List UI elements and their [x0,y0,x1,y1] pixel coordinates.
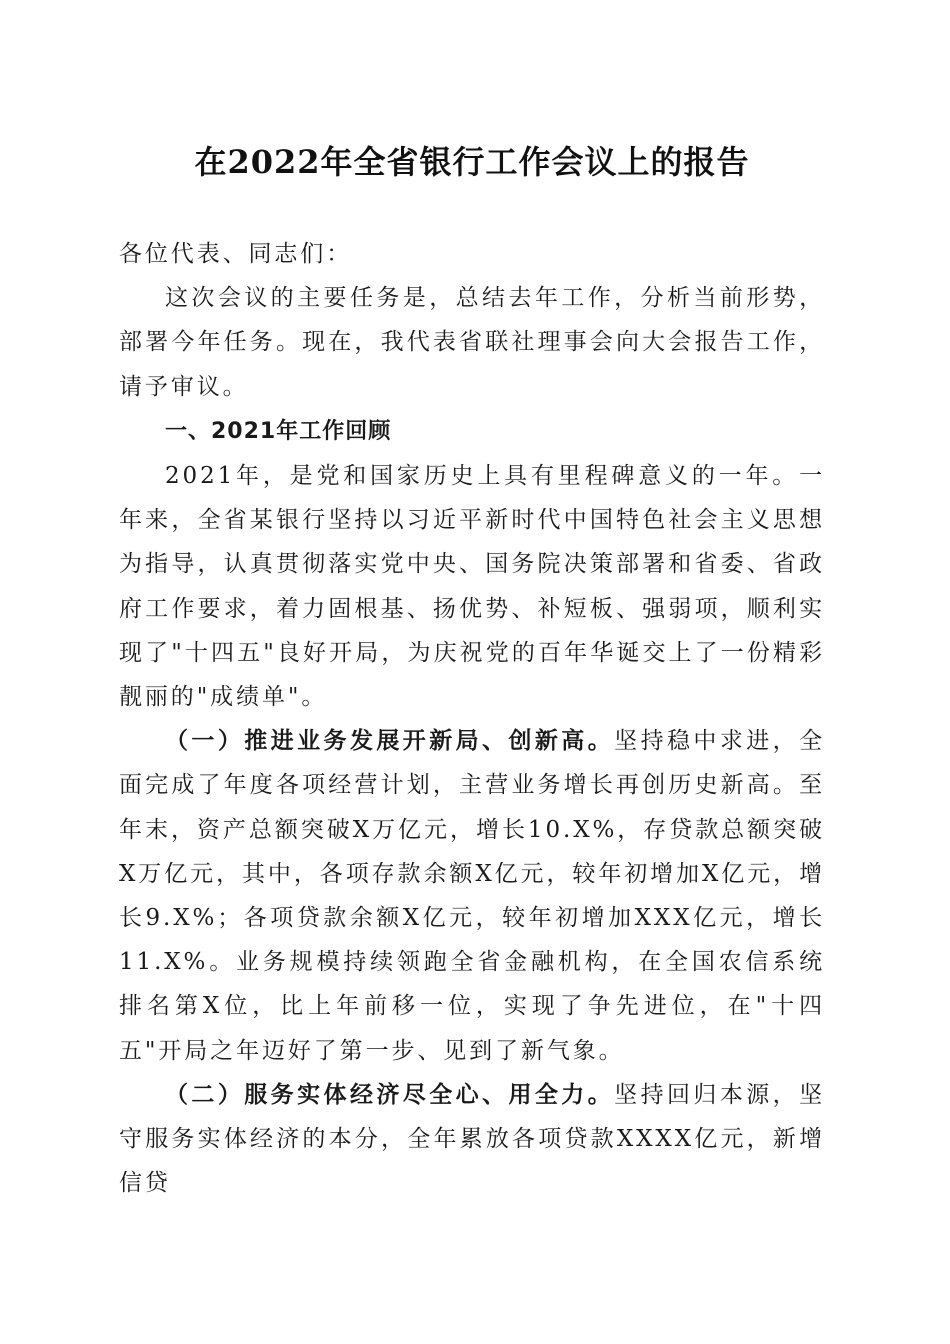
item2-text: 坚持回归本源，坚守服务实体经济的本分，全年累放各项贷款XXXX亿元，新增信贷 [119,1081,825,1197]
section-heading-paragraph [119,409,825,454]
review-paragraph: 2021年，是党和国家历史上具有里程碑意义的一年。一年来，全省某银行坚持以习近平新时代中国特色社会主义思想为指导，认真贯彻落实党中央、国务院决策部署和省委、省政府工作要求，着力固根基、扬优势、补短板、强弱项，顺利实现了"十四五"良好开局，为庆祝党的百年华诞交上了一份精彩靓丽的"成绩单"。 [119,463,825,711]
item1-text: 坚持稳中求进，全面完成了年度各项经营计划，主营业务增长再创历史新高。至年末，资产总额突破X万亿元，增长10.X%，存贷款总额突破X万亿元，其中，各项存款余额X亿元，较年初增加X亿元，增长9.X%；各项贷款余额X亿元，较年初增加XXX亿元，增长11.X%。业务规模持续领跑全省金融机构，在全国农信系统排名第X位，比上年前移一位，实现了争先进位，在"十四五"开局之年迈好了第一步、见到了新气象。 [119,728,825,1064]
item1-lead: （一）推进业务发展开新局、创新高。 [165,727,615,755]
document-body [119,232,825,1205]
section-heading: 一、2021年工作回顾 [165,418,392,444]
intro-paragraph: 这次会议的主要任务是，总结去年工作，分析当前形势，部署今年任务。现在，我代表省联社理事会向大会报告工作，请予审议。 [119,285,825,400]
document-title: 在2022年全省银行工作会议上的报告 [194,143,750,181]
item2-paragraph [119,1073,825,1206]
item1-paragraph [119,719,825,1073]
salutation: 各位代表、同志们： [119,241,353,267]
document-page [119,130,825,1205]
item2-lead: （二）服务实体经济尽全心、用全力。 [165,1080,615,1108]
